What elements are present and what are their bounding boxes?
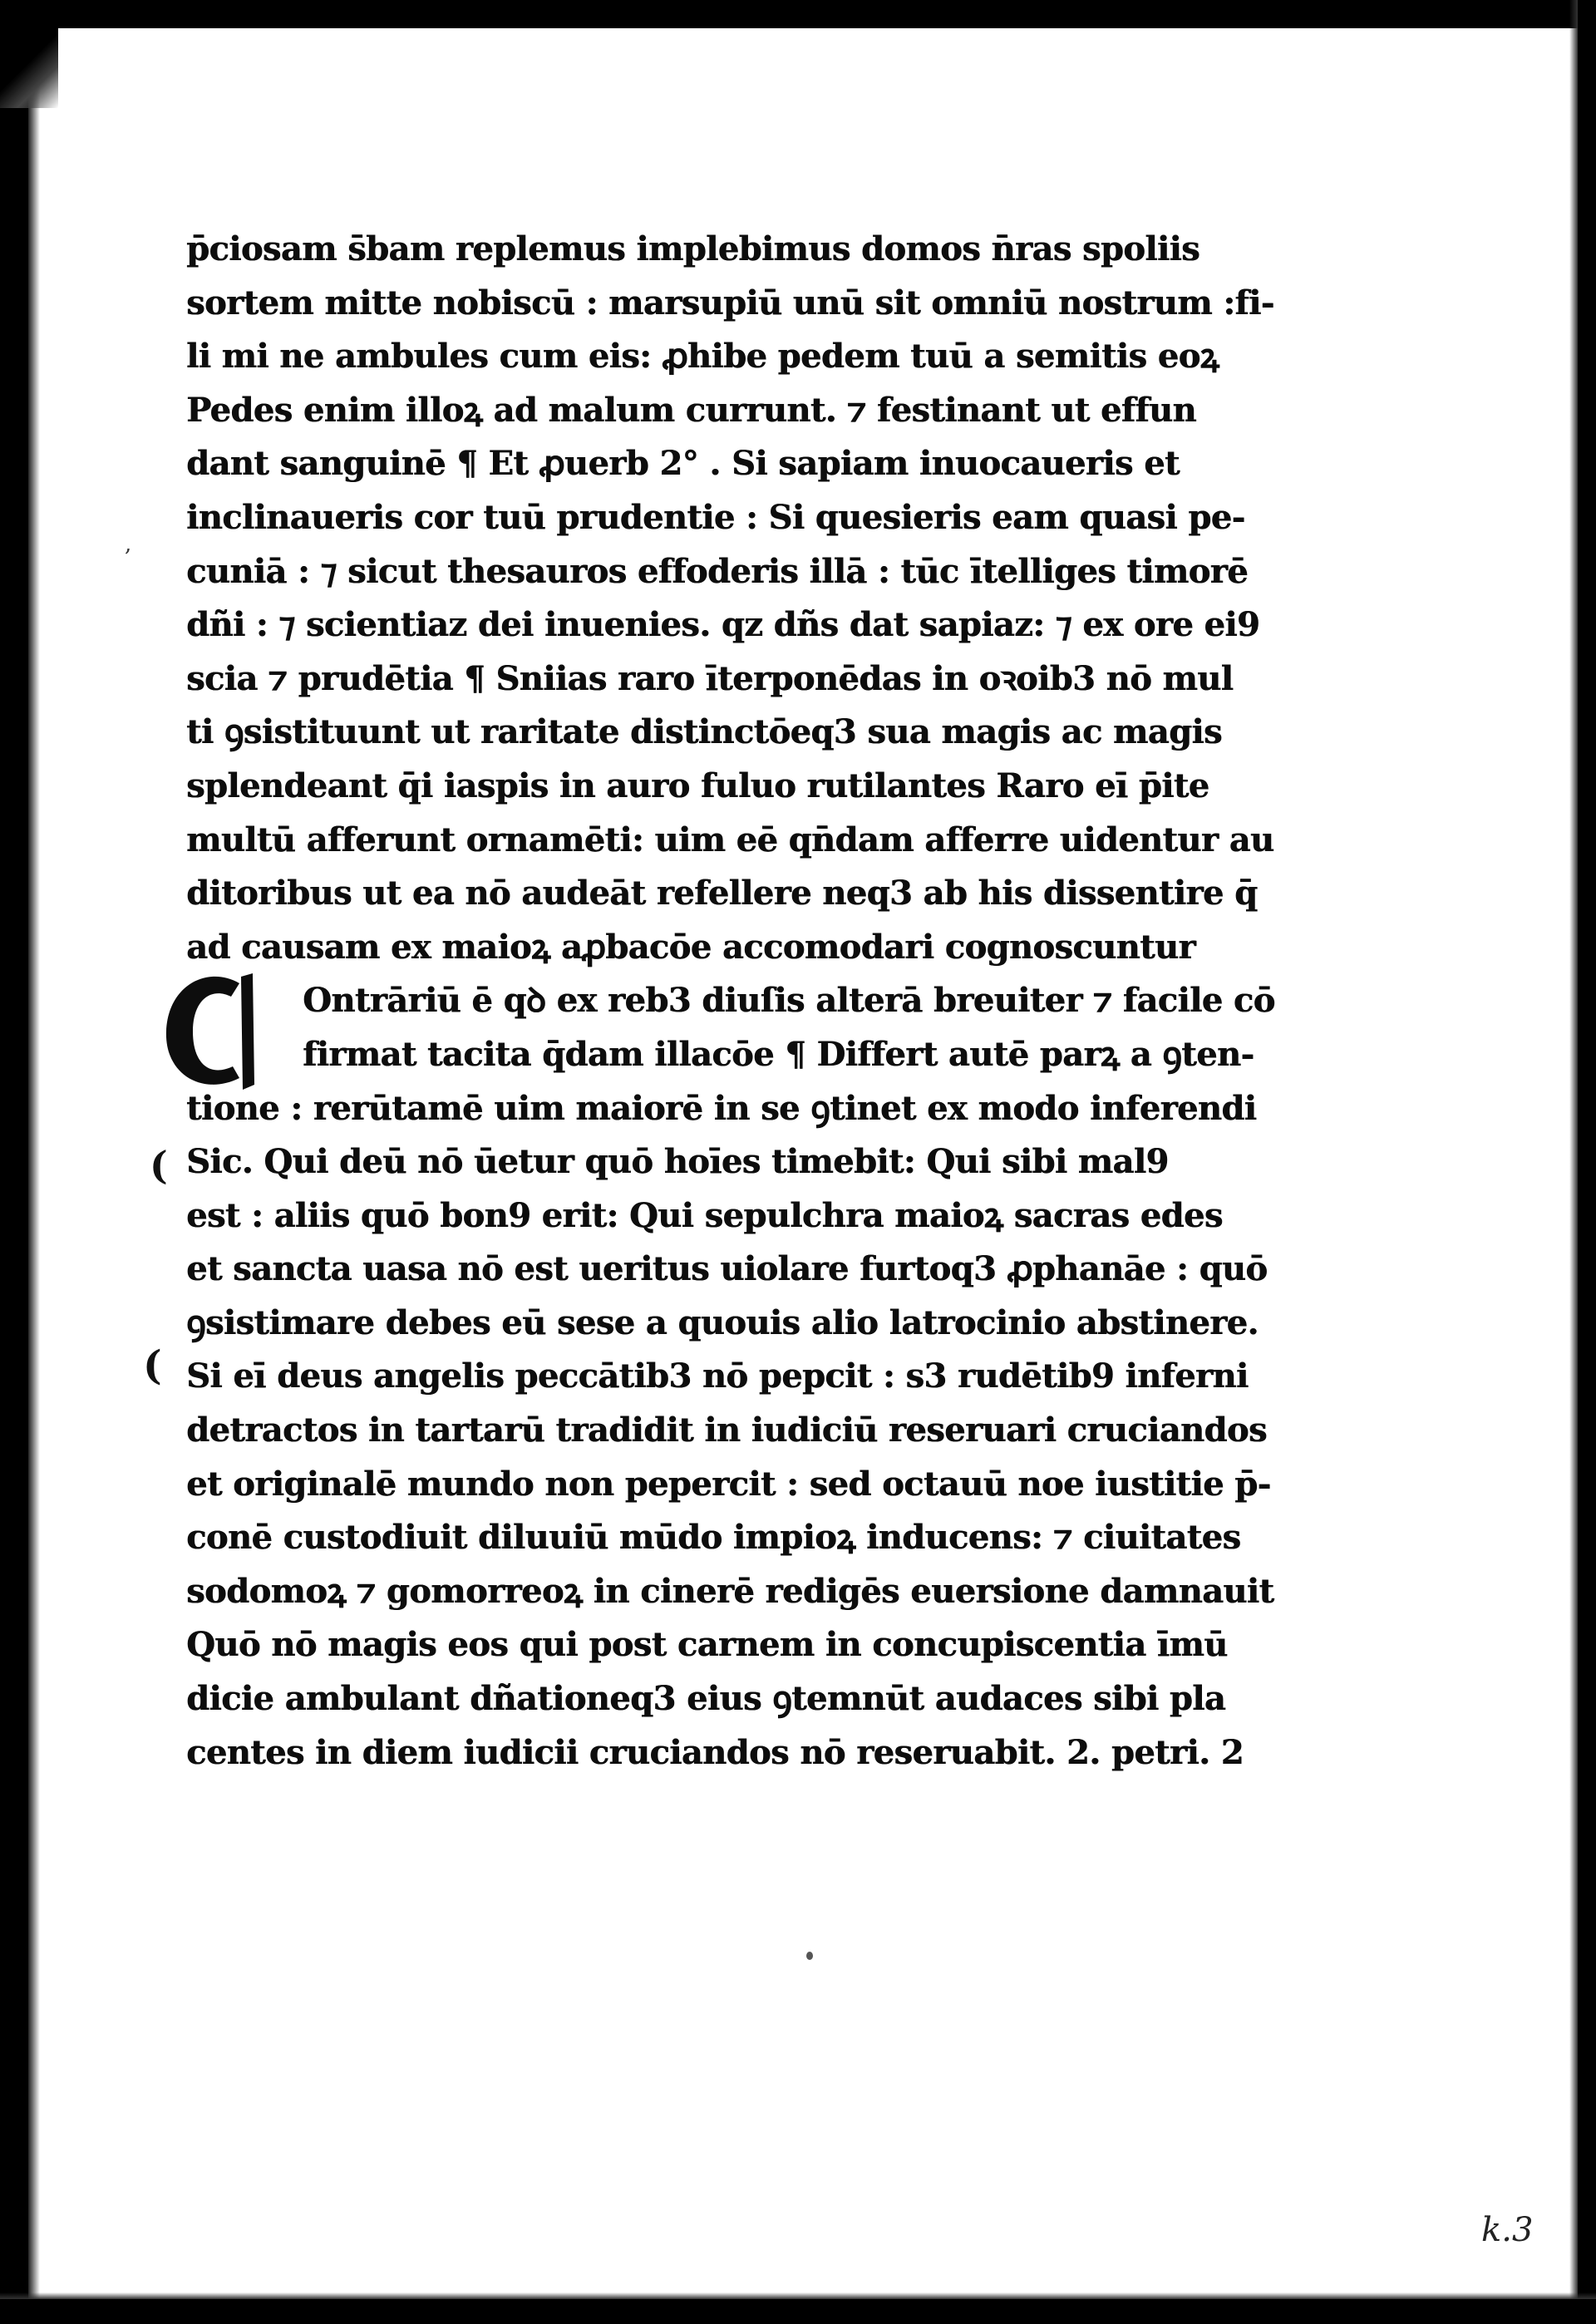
text-line-20: et sancta uasa nō est ueritus uiolare furtoq3 ꝓphanāe : quō: [186, 1249, 1268, 1289]
text-line-17: tione : rerūtamē uim maiorē in se ꝯtinet ex modo inferendi: [186, 1088, 1257, 1128]
text-line-9: scia ⁊ prudētia ¶ Sniias raro īterponēdas in oꝛoib3 nō mul: [186, 658, 1234, 698]
text-line-4: Pedes enim illoꝝ ad malum currunt. ⁊ festinant ut effun: [186, 390, 1196, 430]
text-line-2: sortem mitte nobiscū : marsupiū unū sit omniū nostrum :fi-: [186, 283, 1274, 323]
margin-pilcrow-mark: (: [143, 1342, 162, 1389]
stray-ink-dot: [806, 1952, 813, 1960]
text-line-11: splendeant q̄i iaspis in auro fuluo rutilantes Raro eī p̄ite: [186, 766, 1209, 805]
margin-speck: ,: [125, 532, 132, 557]
text-line-23: detractos in tartarū tradidit in iudiciū reseruari cruciandos: [186, 1411, 1267, 1450]
scan-border-bottom: [0, 2299, 1596, 2324]
text-line-14: ad causam ex maioꝝ aꝓbacōe accomodari cognoscuntur: [186, 927, 1195, 967]
signature-mark: k.3: [1481, 2211, 1534, 2249]
scan-shadow-left: [28, 25, 40, 2302]
text-line-8: dñi : ⁊ scientiaz dei inuenies. qz dñs dat sapiaz: ⁊ ex ore ei9: [186, 605, 1260, 645]
text-line-27: Quō nō magis eos qui post carnem in concupiscentia īmū: [186, 1625, 1228, 1665]
scan-shadow-bottom: [0, 2292, 1596, 2299]
text-line-1: p̄ciosam s̄bam replemus implebimus domos n̄ras spoliis: [186, 229, 1199, 268]
text-line-16: firmat tacita q̄dam illacōe ¶ Differt autē parꝝ a ꝯten-: [303, 1034, 1254, 1074]
text-line-21: ꝯsistimare debes eū sese a quouis alio latrocinio abstinere.: [186, 1302, 1259, 1342]
margin-bracket-mark: (: [150, 1143, 168, 1188]
text-line-28: dicie ambulant dñationeq3 eius ꝯtemnūt audaces sibi pla: [186, 1679, 1226, 1719]
scan-shadow-right: [1569, 0, 1578, 2324]
text-line-12: multū afferunt ornamēti: uim eē qn̄dam afferre uidentur au: [186, 820, 1274, 859]
text-line-7: cuniā : ⁊ sicut thesauros effoderis illā : tūc ītelliges timorē: [186, 551, 1248, 591]
scan-border-right: [1578, 0, 1596, 2324]
text-line-15: Ontrāriū ē qꝺ ex reb3 diuſis alterā breuiter ⁊ facile cō: [303, 981, 1275, 1021]
text-line-5: dant sanguinē ¶ Et ꝓuerb 2° . Si sapiam inuocaueris et: [186, 444, 1180, 484]
initial-c-right-stroke: [241, 973, 254, 1090]
text-column: [186, 223, 1275, 1780]
scan-border-left: [0, 0, 28, 2324]
text-line-22: Si eī deus angelis peccātib3 nō pepcit : s3 rudētib9 inferni: [186, 1356, 1249, 1396]
text-line-10: ti ꝯsistituunt ut raritate distinctōeq3 sua magis ac magis: [186, 712, 1222, 752]
decorated-initial: [160, 968, 266, 1093]
text-line-26: sodomoꝝ ⁊ gomorreoꝝ in cinerē redigēs euersione damnauit: [186, 1571, 1274, 1611]
text-line-3: li mi ne ambules cum eis: ꝓhibe pedem tuū a semitis eoꝝ: [186, 337, 1219, 377]
text-line-18: Sic. Qui deū nō ūetur quō hoīes timebit: Qui sibi mal9: [186, 1142, 1169, 1182]
text-line-24: et originalē mundo non pepercit : sed octauū noe iustitie p̄-: [186, 1464, 1271, 1504]
text-line-19: est : aliis quō bon9 erit: Qui sepulchra maioꝝ sacras edes: [186, 1195, 1223, 1235]
text-line-29: centes in diem iudicii cruciandos nō reseruabit. 2. petri. 2: [186, 1732, 1244, 1772]
text-line-25: conē custodiuit diluuiū mūdo impioꝝ inducens: ⁊ ciuitates: [186, 1518, 1241, 1558]
text-line-13: ditoribus ut ea nō audeāt refellere neq3 ab his dissentire q̄: [186, 874, 1258, 913]
scan-corner-shadow: [0, 0, 58, 108]
initial-guide-letter: C: [203, 996, 223, 1025]
text-line-6: inclinaueris cor tuū prudentie : Si quesieris eam quasi pe-: [186, 497, 1245, 537]
scan-border-top: [0, 0, 1596, 28]
initial-c-stroke: [166, 977, 239, 1085]
